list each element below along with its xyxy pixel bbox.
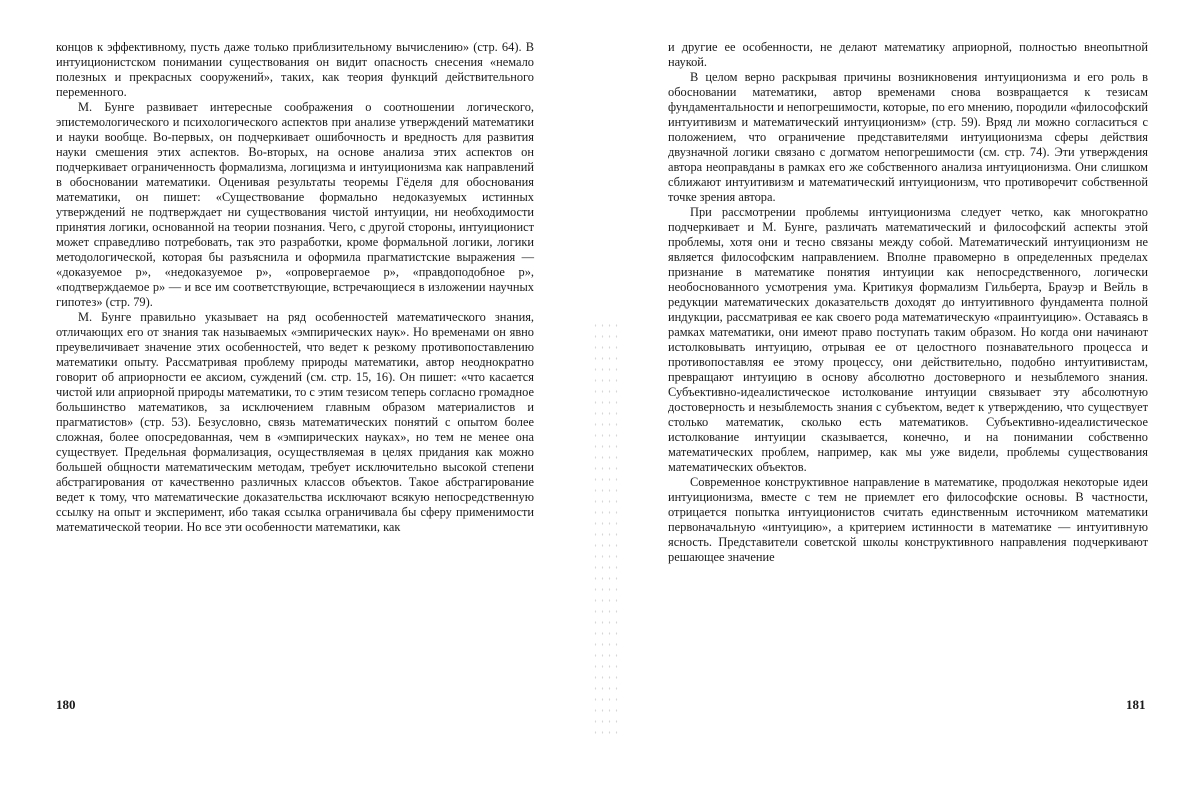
paragraph: В целом верно раскрывая причины возникновения интуиционизма и его роль в обосновании математики, автор временами снова возвращается к тезисам фундаментальности и непогрешимости, которые, по его мнению, породили «философский интуитивизм и математический интуиционизм» (стр. 59). Вряд ли можно согласиться с положением, что ограничение представителями интуиционизма сферы действия двузначной логики связано с догматом непогрешимости (см. стр. 74). Эти утверждения автора неоправданы в рамках его же собственного анализа интуиционизма. Они слишком сближают интуитивизм и математический интуиционизм, что противоречит собственной точке зрения автора. [668, 70, 1148, 204]
left-page [56, 40, 534, 785]
page-number-right: 181 [1126, 697, 1146, 712]
paragraph: и другие ее особенности, не делают математику априорной, полностью внеопытной наукой. [668, 40, 1148, 69]
right-page [668, 40, 1148, 785]
book-gutter [592, 320, 620, 740]
paragraph: М. Бунге правильно указывает на ряд особенностей математического знания, отличающих его от знания так называемых «эмпирических наук». Но временами он явно преувеличивает значение этих особенностей, что ведет к резкому противопоставлению математики опыту. Рассматривая проблему природы математики, автор неоднократно говорит об априорности ее аксиом, суждений (см. стр. 15, 16). Он пишет: «что касается чистой или априорной природы математики, то с этим тезисом теперь согласно громадное большинство математиков, за исключением главным образом материалистов и прагматистов» (стр. 53). Безусловно, связь математических понятий с опытом более сложная, более опосредованная, чем в «эмпирических науках», но тем не менее она существует. Предельная формализация, осуществляемая в целях придания как можно большей общности математическим методам, требует исключительно высокой степени абстрагирования от качественно различных классов объектов. Такое абстрагирование ведет к тому, что математические доказательства исключают всякую непосредственную ссылку на опыт и эксперимент, ибо такая ссылка ограничивала бы сферу применимости математической теории. Но все эти особенности математики, как [56, 310, 534, 534]
paragraph: При рассмотрении проблемы интуиционизма следует четко, как многократно подчеркивает и М. Бунге, различать математический и философский аспекты этой проблемы, хотя они и тесно связаны между собой. Математический интуиционизм не является философским направлением. Вполне правомерно в определенных пределах признание в математике понятия интуиции как непосредственного, логически необоснованного усмотрения ума. Критикуя формализм Гильберта, Брауэр и Вейль в редукции математических доказательств доходят до интуитивного фундамента полной индукции, рассматривая ее как своего рода математическую «праинтуицию». Оставаясь в рамках математики, они имеют право поступать таким образом. Но когда они начинают истолковывать интуицию, отрывая ее от целостного познавательного процесса и противопоставляя ее этому процессу, они действительно, подобно интуитивистам, превращают интуицию в основу абсолютно достоверного и незыблемого знания. Субъективно-идеалистическое истолкование интуиции связывает эту абсолютную достоверность и незыблемость знания с субъектом, ведет к утверждению, что существует столько математик, сколько есть математиков. Субъективно-идеалистическое истолкование интуиции сказывается, конечно, и на понимании собственно математических проблем, например, как мы уже видели, проблемы существования математических объектов. [668, 205, 1148, 474]
paragraph: концов к эффективному, пусть даже только приблизительному вычислению» (стр. 64). В интуиционистском понимании существования он видит опасность снесения «немало полезных и прекрасных сооружений», таких, как теория функций действительного переменного. [56, 40, 534, 99]
paragraph: М. Бунге развивает интересные соображения о соотношении логического, эпистемологического и психологического аспектов при анализе утверждений математики и науки вообще. Во-первых, он подчеркивает ошибочность и вредность для развития науки смешения этих аспектов. Во-вторых, на основе анализа этих аспектов он подчеркивает ограниченность формализма, логицизма и интуиционизма как направлений в обосновании математики. Оценивая результаты теоремы Гёделя для обоснования математики, он пишет: «Существование формально недоказуемых истинных утверждений не подтверждает ни существования чистой интуиции, ни необходимости принятия логики, основанной на теории познания. Чего, с другой стороны, интуиционист может справедливо потребовать, так это разработки, кроме формальной логики, логики методологической, которая бы разъяснила и оформила прагматистские выражения — «доказуемое p», «недоказуемое p», «опровергаемое p», «правдоподобное p», «подтверждаемое p» — и все им соответствующие, встречающиеся в изложении научных гипотез» (стр. 79). [56, 100, 534, 309]
paragraph: Современное конструктивное направление в математике, продолжая некоторые идеи интуиционизма, вместе с тем не приемлет его философские основы. В частности, отрицается попытка интуиционистов считать единственным источником математики первоначальную «интуицию», а критерием истинности в математике — интуитивную ясность. Представители советской школы конструктивного направления подчеркивают решающее значение [668, 475, 1148, 564]
page-number-left: 180 [56, 697, 76, 712]
